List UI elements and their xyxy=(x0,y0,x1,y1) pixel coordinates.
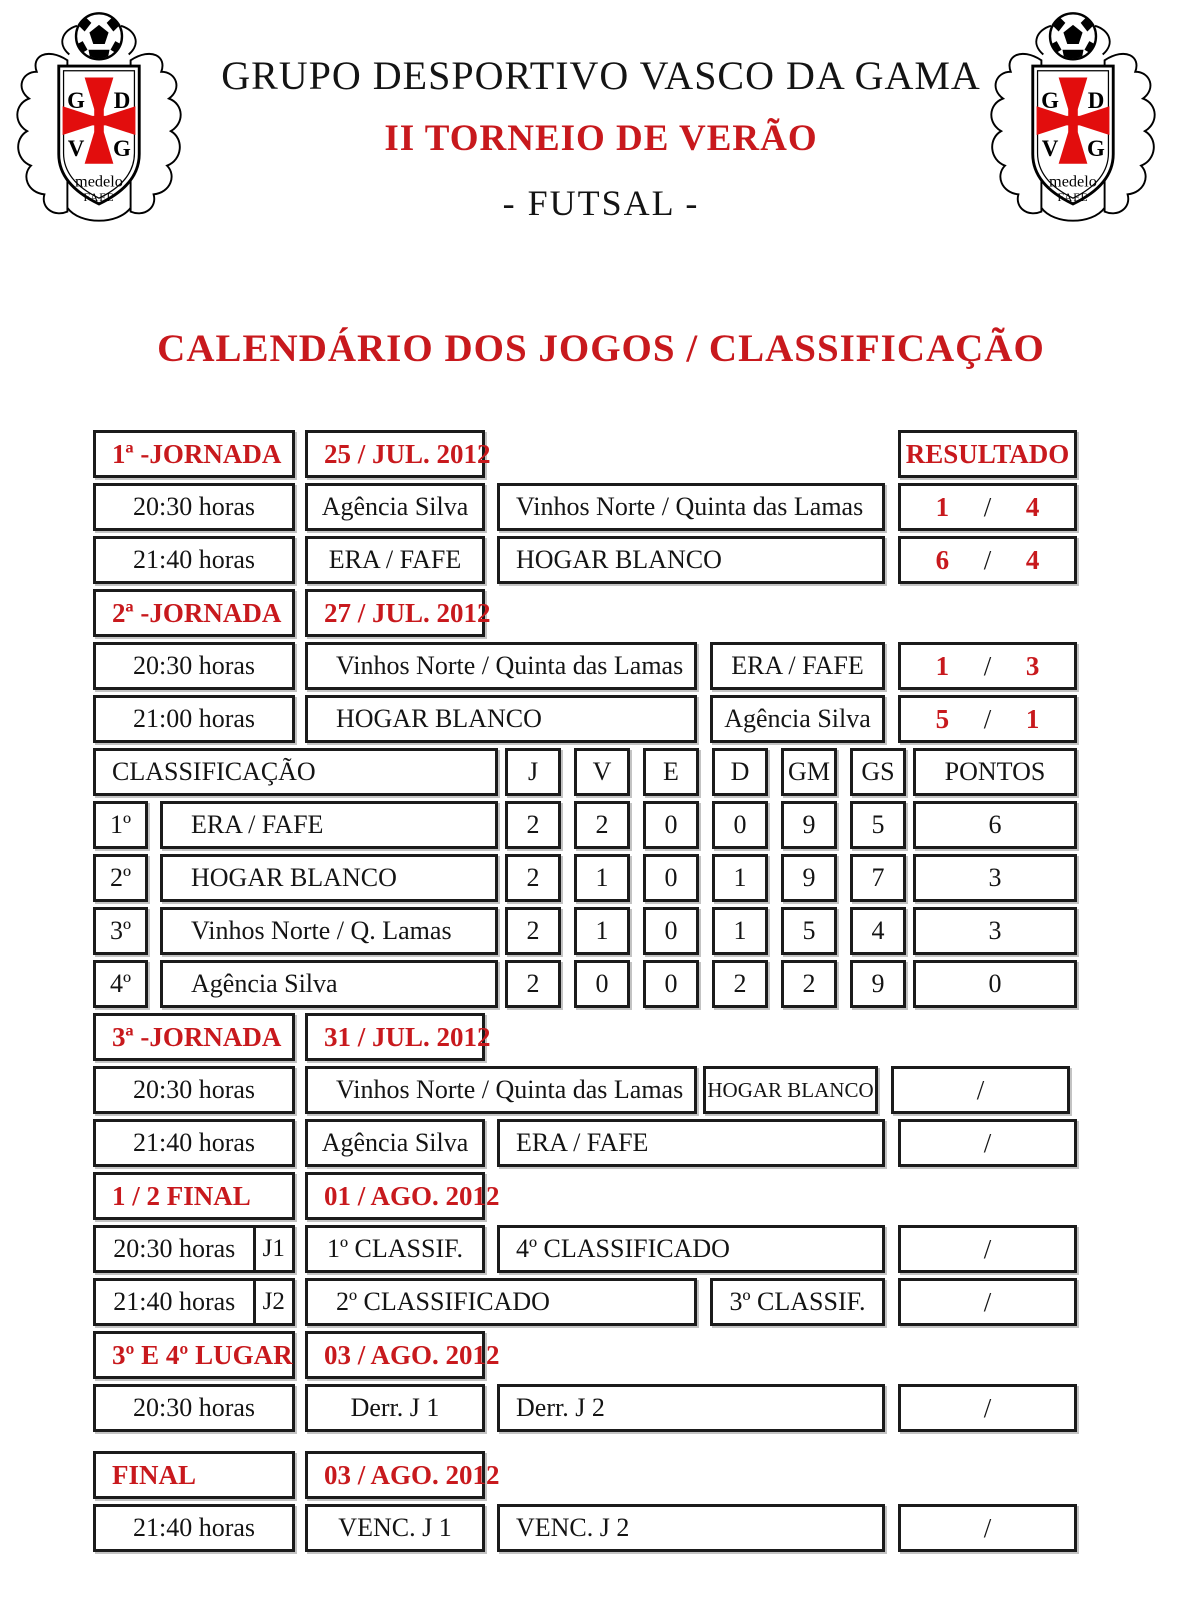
team-name: HOGAR BLANCO xyxy=(160,854,498,902)
crest-town-label: medelo xyxy=(1049,171,1097,191)
section-label: 3ª -JORNADA xyxy=(93,1013,295,1061)
match-score xyxy=(898,483,1077,531)
page-header xyxy=(0,0,1202,260)
match-score xyxy=(898,536,1077,584)
stat-d: 1 xyxy=(712,907,768,955)
stat-pontos: 6 xyxy=(913,801,1077,849)
stat-v: 1 xyxy=(574,854,630,902)
col-pontos: PONTOS xyxy=(913,748,1077,796)
match-row xyxy=(93,1384,1202,1432)
home-team: Derr. J 1 xyxy=(305,1384,485,1432)
page-title: CALENDÁRIO DOS JOGOS / CLASSIFICAÇÃO xyxy=(157,327,1045,370)
stat-d: 0 xyxy=(712,801,768,849)
home-team: Vinhos Norte / Quinta das Lamas xyxy=(305,1066,697,1114)
stat-j: 2 xyxy=(505,960,561,1008)
away-team: VENC. J 2 xyxy=(497,1504,885,1552)
stat-e: 0 xyxy=(643,960,699,1008)
team-name: ERA / FAFE xyxy=(160,801,498,849)
section-label: 3º E 4º LUGAR xyxy=(93,1331,295,1379)
section-date: 27 / JUL. 2012 xyxy=(305,589,485,637)
match-time: 20:30 horas xyxy=(93,483,295,531)
section-jornada3-header xyxy=(93,1013,1202,1061)
away-score: 4 xyxy=(1025,491,1040,522)
col-gs: GS xyxy=(850,748,906,796)
match-score: / xyxy=(891,1066,1070,1114)
resultado-header: RESULTADO xyxy=(898,430,1077,478)
match-row xyxy=(93,1278,1202,1326)
away-team: HOGAR BLANCO xyxy=(703,1066,878,1114)
section-jornada1-header xyxy=(93,430,1202,478)
stat-gm: 9 xyxy=(781,801,837,849)
match-time: 21:40 horas xyxy=(113,1287,236,1316)
crest-fafe-label: FAFE xyxy=(83,192,115,205)
section-label: 2ª -JORNADA xyxy=(93,589,295,637)
match-row xyxy=(93,1504,1202,1552)
match-time: 21:40 horas xyxy=(93,1504,295,1552)
away-team: Derr. J 2 xyxy=(497,1384,885,1432)
stat-gm: 2 xyxy=(781,960,837,1008)
score-separator: / xyxy=(983,650,992,681)
game-code: J2 xyxy=(253,1281,292,1323)
score-separator: / xyxy=(983,544,992,575)
rank: 4º xyxy=(93,960,148,1008)
away-team: ERA / FAFE xyxy=(710,642,885,690)
match-time: 20:30 horas xyxy=(93,642,295,690)
match-time: 20:30 horas xyxy=(93,1384,295,1432)
away-score: 4 xyxy=(1025,544,1040,575)
stat-v: 0 xyxy=(574,960,630,1008)
match-score xyxy=(898,642,1077,690)
away-score: 1 xyxy=(1025,703,1040,734)
match-score: / xyxy=(898,1119,1077,1167)
crest-letter-v: V xyxy=(67,136,85,162)
match-time-cell xyxy=(93,1225,295,1273)
match-row xyxy=(93,483,1202,531)
team-name: Vinhos Norte / Q. Lamas xyxy=(160,907,498,955)
col-v: V xyxy=(574,748,630,796)
match-score: / xyxy=(898,1504,1077,1552)
game-code: J1 xyxy=(253,1228,292,1270)
crest-letter-g2: G xyxy=(1087,136,1105,162)
crest-letter-d: D xyxy=(113,88,131,114)
stat-gm: 5 xyxy=(781,907,837,955)
home-score: 5 xyxy=(935,703,950,734)
standings-row xyxy=(93,854,1202,902)
match-time: 21:40 horas xyxy=(93,536,295,584)
standings-row xyxy=(93,907,1202,955)
match-row xyxy=(93,1119,1202,1167)
club-title: GRUPO DESPORTIVO VASCO DA GAMA xyxy=(221,53,981,98)
crest-letter-v: V xyxy=(1041,136,1059,162)
stat-v: 2 xyxy=(574,801,630,849)
col-d: D xyxy=(712,748,768,796)
section-final-header xyxy=(93,1451,1202,1499)
tournament-title: II TORNEIO DE VERÃO xyxy=(384,118,818,159)
stat-gs: 9 xyxy=(850,960,906,1008)
sport-title: - FUTSAL - xyxy=(502,183,700,223)
home-team: 1º CLASSIF. xyxy=(305,1225,485,1273)
home-team: Agência Silva xyxy=(305,1119,485,1167)
home-team: ERA / FAFE xyxy=(305,536,485,584)
section-label: 1ª -JORNADA xyxy=(93,430,295,478)
match-time: 21:00 horas xyxy=(93,695,295,743)
standings-title: CLASSIFICAÇÃO xyxy=(93,748,498,796)
stat-e: 0 xyxy=(643,854,699,902)
section-thirdplace-header xyxy=(93,1331,1202,1379)
home-team: VENC. J 1 xyxy=(305,1504,485,1552)
crest-town-label: medelo xyxy=(75,171,123,191)
stat-j: 2 xyxy=(505,854,561,902)
stat-pontos: 0 xyxy=(913,960,1077,1008)
standings-row xyxy=(93,960,1202,1008)
section-date: 31 / JUL. 2012 xyxy=(305,1013,485,1061)
score-separator: / xyxy=(983,703,992,734)
crest-fafe-label: FAFE xyxy=(1057,192,1089,205)
away-team: ERA / FAFE xyxy=(497,1119,885,1167)
section-jornada2-header xyxy=(93,589,1202,637)
home-team: Vinhos Norte / Quinta das Lamas xyxy=(305,642,697,690)
stat-j: 2 xyxy=(505,801,561,849)
match-time: 20:30 horas xyxy=(113,1234,236,1263)
col-j: J xyxy=(505,748,561,796)
section-date: 25 / JUL. 2012 xyxy=(305,430,485,478)
stat-pontos: 3 xyxy=(913,907,1077,955)
match-score: / xyxy=(898,1384,1077,1432)
section-date: 01 / AGO. 2012 xyxy=(305,1172,485,1220)
section-date: 03 / AGO. 2012 xyxy=(305,1331,485,1379)
match-time: 21:40 horas xyxy=(93,1119,295,1167)
stat-v: 1 xyxy=(574,907,630,955)
match-row xyxy=(93,695,1202,743)
stat-j: 2 xyxy=(505,907,561,955)
away-team: 4º CLASSIFICADO xyxy=(497,1225,885,1273)
home-score: 1 xyxy=(935,650,950,681)
schedule-table xyxy=(0,430,1202,1552)
rank: 2º xyxy=(93,854,148,902)
match-row xyxy=(93,1225,1202,1273)
score-separator: / xyxy=(983,491,992,522)
stat-gs: 7 xyxy=(850,854,906,902)
match-row xyxy=(93,642,1202,690)
rank: 3º xyxy=(93,907,148,955)
home-score: 6 xyxy=(935,544,950,575)
stat-d: 1 xyxy=(712,854,768,902)
match-time-cell xyxy=(93,1278,295,1326)
match-row xyxy=(93,536,1202,584)
rank: 1º xyxy=(93,801,148,849)
team-name: Agência Silva xyxy=(160,960,498,1008)
match-time: 20:30 horas xyxy=(93,1066,295,1114)
stat-e: 0 xyxy=(643,801,699,849)
col-gm: GM xyxy=(781,748,837,796)
home-score: 1 xyxy=(935,491,950,522)
stat-gs: 4 xyxy=(850,907,906,955)
stat-pontos: 3 xyxy=(913,854,1077,902)
home-team: 2º CLASSIFICADO xyxy=(305,1278,697,1326)
home-team: HOGAR BLANCO xyxy=(305,695,697,743)
stat-d: 2 xyxy=(712,960,768,1008)
away-team: 3º CLASSIF. xyxy=(710,1278,885,1326)
match-row xyxy=(93,1066,1202,1114)
crest-letter-g2: G xyxy=(113,136,131,162)
section-label: FINAL xyxy=(93,1451,295,1499)
home-team: Agência Silva xyxy=(305,483,485,531)
match-score xyxy=(898,695,1077,743)
standings-row xyxy=(93,801,1202,849)
match-score: / xyxy=(898,1278,1077,1326)
section-label: 1 / 2 FINAL xyxy=(93,1172,295,1220)
section-semifinal-header xyxy=(93,1172,1202,1220)
col-e: E xyxy=(643,748,699,796)
away-team: HOGAR BLANCO xyxy=(497,536,885,584)
crest-letter-g1: G xyxy=(67,88,85,114)
match-score: / xyxy=(898,1225,1077,1273)
away-team: Vinhos Norte / Quinta das Lamas xyxy=(497,483,885,531)
section-date: 03 / AGO. 2012 xyxy=(305,1451,485,1499)
away-team: Agência Silva xyxy=(710,695,885,743)
stat-gm: 9 xyxy=(781,854,837,902)
crest-letter-g1: G xyxy=(1041,88,1059,114)
standings-header xyxy=(93,748,1202,796)
away-score: 3 xyxy=(1025,650,1040,681)
crest-letter-d: D xyxy=(1087,88,1105,114)
stat-e: 0 xyxy=(643,907,699,955)
stat-gs: 5 xyxy=(850,801,906,849)
